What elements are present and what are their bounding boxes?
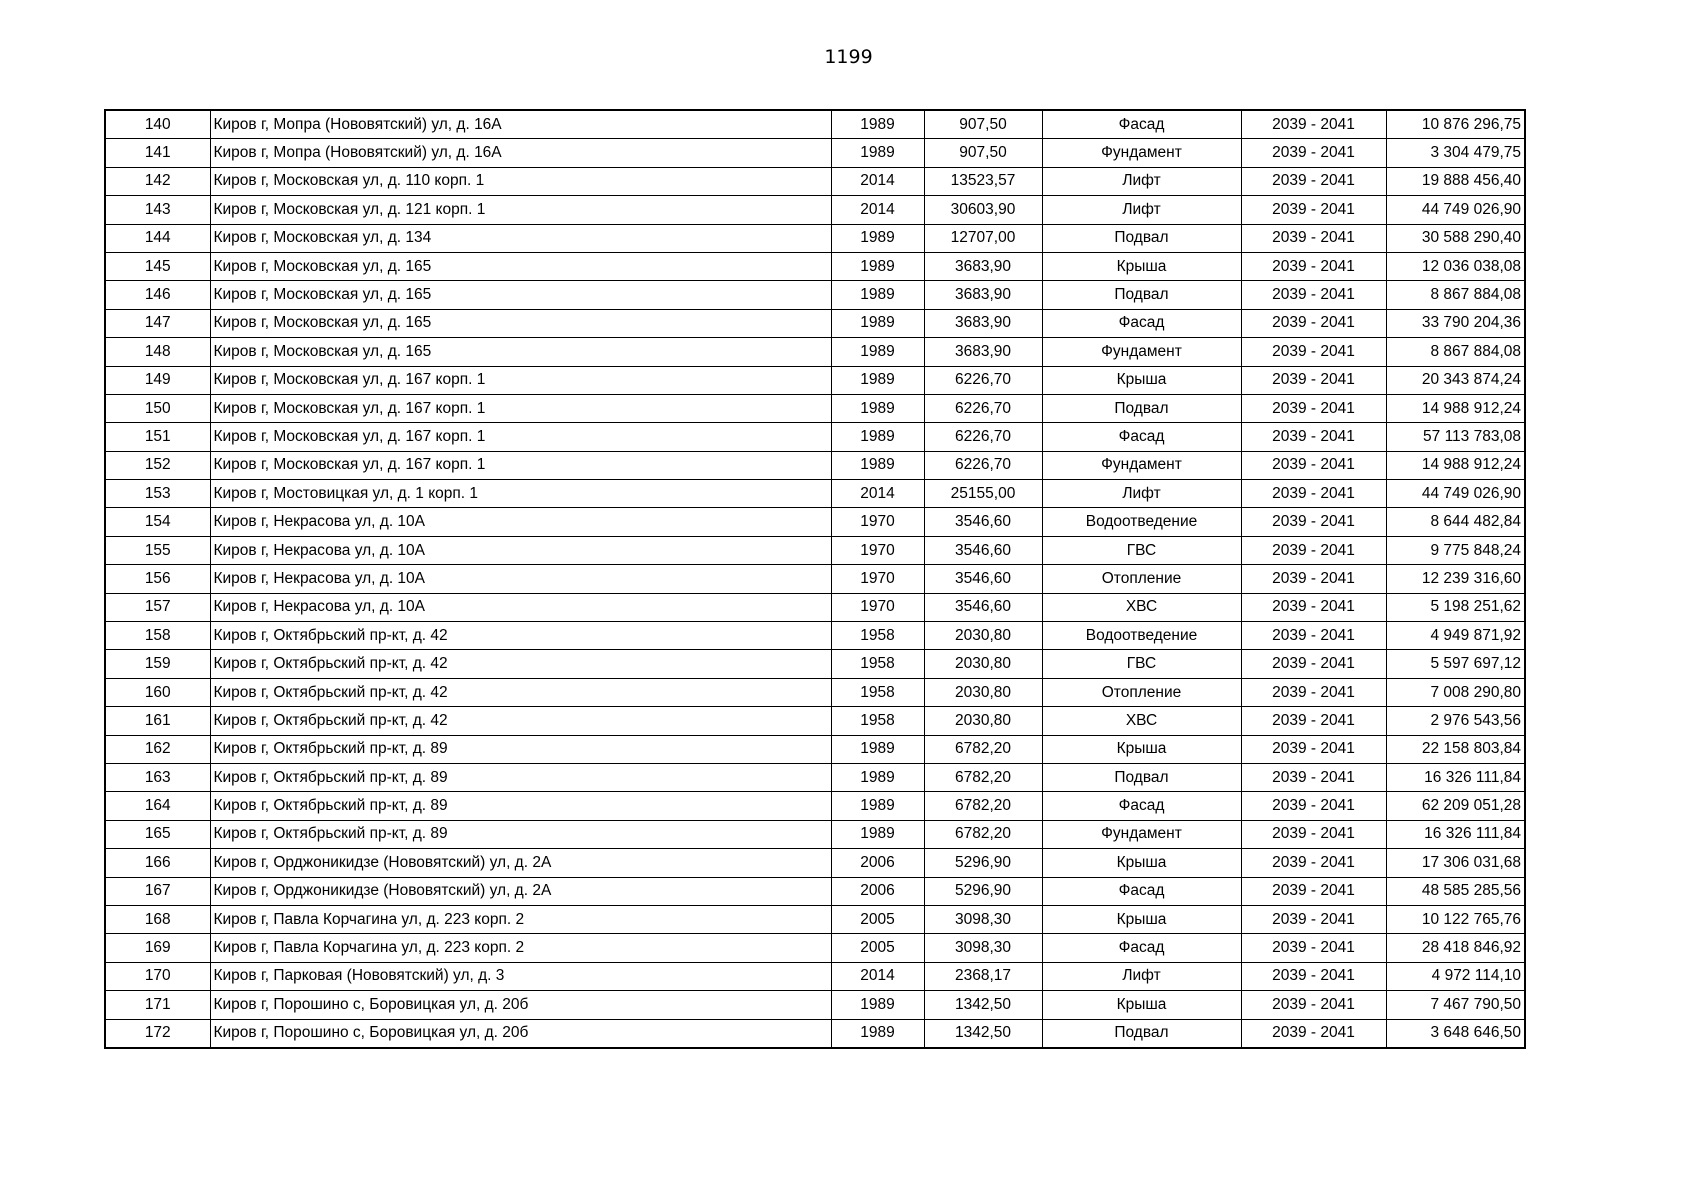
area-cell: 2030,80 xyxy=(924,678,1042,706)
period-cell: 2039 - 2041 xyxy=(1241,167,1386,195)
work-type-cell: Водоотведение xyxy=(1042,622,1241,650)
row-number-cell: 156 xyxy=(105,565,210,593)
address-cell: Киров г, Некрасова ул, д. 10А xyxy=(210,565,831,593)
table-row xyxy=(105,110,1525,139)
area-cell: 30603,90 xyxy=(924,196,1042,224)
area-cell: 3098,30 xyxy=(924,934,1042,962)
cost-cell: 44 749 026,90 xyxy=(1386,196,1525,224)
year-built-cell: 1989 xyxy=(831,792,924,820)
cost-cell: 14 988 912,24 xyxy=(1386,451,1525,479)
row-number-cell: 146 xyxy=(105,281,210,309)
table-row xyxy=(105,281,1525,309)
year-built-cell: 1989 xyxy=(831,224,924,252)
address-cell: Киров г, Октябрьский пр-кт, д. 42 xyxy=(210,678,831,706)
address-cell: Киров г, Октябрьский пр-кт, д. 89 xyxy=(210,735,831,763)
area-cell: 25155,00 xyxy=(924,480,1042,508)
year-built-cell: 1989 xyxy=(831,366,924,394)
row-number-cell: 169 xyxy=(105,934,210,962)
address-cell: Киров г, Московская ул, д. 167 корп. 1 xyxy=(210,366,831,394)
cost-cell: 7 008 290,80 xyxy=(1386,678,1525,706)
year-built-cell: 1958 xyxy=(831,622,924,650)
work-type-cell: Отопление xyxy=(1042,678,1241,706)
work-type-cell: Крыша xyxy=(1042,735,1241,763)
work-type-cell: Лифт xyxy=(1042,480,1241,508)
cost-cell: 14 988 912,24 xyxy=(1386,394,1525,422)
area-cell: 3098,30 xyxy=(924,905,1042,933)
row-number-cell: 172 xyxy=(105,1019,210,1048)
area-cell: 3546,60 xyxy=(924,565,1042,593)
year-built-cell: 1989 xyxy=(831,820,924,848)
area-cell: 907,50 xyxy=(924,110,1042,139)
area-cell: 5296,90 xyxy=(924,877,1042,905)
table-row xyxy=(105,536,1525,564)
year-built-cell: 1989 xyxy=(831,763,924,791)
row-number-cell: 163 xyxy=(105,763,210,791)
period-cell: 2039 - 2041 xyxy=(1241,451,1386,479)
area-cell: 2368,17 xyxy=(924,962,1042,990)
area-cell: 3683,90 xyxy=(924,309,1042,337)
year-built-cell: 1989 xyxy=(831,252,924,280)
period-cell: 2039 - 2041 xyxy=(1241,849,1386,877)
cost-cell: 3 648 646,50 xyxy=(1386,1019,1525,1048)
period-cell: 2039 - 2041 xyxy=(1241,1019,1386,1048)
work-type-cell: ГВС xyxy=(1042,650,1241,678)
table-row xyxy=(105,394,1525,422)
area-cell: 3683,90 xyxy=(924,252,1042,280)
cost-cell: 7 467 790,50 xyxy=(1386,991,1525,1019)
address-cell: Киров г, Мопра (Нововятский) ул, д. 16А xyxy=(210,110,831,139)
address-cell: Киров г, Павла Корчагина ул, д. 223 корп. 2 xyxy=(210,934,831,962)
work-type-cell: Отопление xyxy=(1042,565,1241,593)
row-number-cell: 161 xyxy=(105,707,210,735)
year-built-cell: 1970 xyxy=(831,565,924,593)
address-cell: Киров г, Московская ул, д. 134 xyxy=(210,224,831,252)
row-number-cell: 165 xyxy=(105,820,210,848)
cost-cell: 16 326 111,84 xyxy=(1386,820,1525,848)
work-type-cell: Фундамент xyxy=(1042,451,1241,479)
address-cell: Киров г, Октябрьский пр-кт, д. 89 xyxy=(210,792,831,820)
cost-cell: 30 588 290,40 xyxy=(1386,224,1525,252)
area-cell: 3546,60 xyxy=(924,593,1042,621)
period-cell: 2039 - 2041 xyxy=(1241,622,1386,650)
address-cell: Киров г, Некрасова ул, д. 10А xyxy=(210,536,831,564)
row-number-cell: 143 xyxy=(105,196,210,224)
period-cell: 2039 - 2041 xyxy=(1241,394,1386,422)
table-row xyxy=(105,366,1525,394)
area-cell: 6782,20 xyxy=(924,792,1042,820)
row-number-cell: 144 xyxy=(105,224,210,252)
row-number-cell: 150 xyxy=(105,394,210,422)
row-number-cell: 162 xyxy=(105,735,210,763)
cost-cell: 44 749 026,90 xyxy=(1386,480,1525,508)
year-built-cell: 1989 xyxy=(831,1019,924,1048)
page-number: 1199 xyxy=(824,46,873,68)
table-row xyxy=(105,678,1525,706)
work-type-cell: Фасад xyxy=(1042,934,1241,962)
work-type-cell: Фасад xyxy=(1042,309,1241,337)
work-type-cell: Крыша xyxy=(1042,366,1241,394)
row-number-cell: 160 xyxy=(105,678,210,706)
year-built-cell: 1989 xyxy=(831,338,924,366)
period-cell: 2039 - 2041 xyxy=(1241,252,1386,280)
row-number-cell: 142 xyxy=(105,167,210,195)
address-cell: Киров г, Порошино с, Боровицкая ул, д. 20б xyxy=(210,991,831,1019)
period-cell: 2039 - 2041 xyxy=(1241,962,1386,990)
work-type-cell: Крыша xyxy=(1042,849,1241,877)
table-row xyxy=(105,480,1525,508)
address-cell: Киров г, Московская ул, д. 167 корп. 1 xyxy=(210,451,831,479)
work-type-cell: Подвал xyxy=(1042,394,1241,422)
cost-cell: 22 158 803,84 xyxy=(1386,735,1525,763)
cost-cell: 10 122 765,76 xyxy=(1386,905,1525,933)
year-built-cell: 1989 xyxy=(831,281,924,309)
area-cell: 6226,70 xyxy=(924,451,1042,479)
table-row xyxy=(105,905,1525,933)
period-cell: 2039 - 2041 xyxy=(1241,536,1386,564)
year-built-cell: 1989 xyxy=(831,991,924,1019)
table-row xyxy=(105,252,1525,280)
table-row xyxy=(105,622,1525,650)
table-row xyxy=(105,877,1525,905)
period-cell: 2039 - 2041 xyxy=(1241,196,1386,224)
address-cell: Киров г, Некрасова ул, д. 10А xyxy=(210,593,831,621)
period-cell: 2039 - 2041 xyxy=(1241,991,1386,1019)
period-cell: 2039 - 2041 xyxy=(1241,309,1386,337)
address-cell: Киров г, Московская ул, д. 165 xyxy=(210,309,831,337)
year-built-cell: 2014 xyxy=(831,480,924,508)
address-cell: Киров г, Орджоникидзе (Нововятский) ул, д. 2А xyxy=(210,849,831,877)
address-cell: Киров г, Порошино с, Боровицкая ул, д. 20б xyxy=(210,1019,831,1048)
row-number-cell: 171 xyxy=(105,991,210,1019)
row-number-cell: 170 xyxy=(105,962,210,990)
work-type-cell: Фундамент xyxy=(1042,820,1241,848)
row-number-cell: 157 xyxy=(105,593,210,621)
cost-cell: 62 209 051,28 xyxy=(1386,792,1525,820)
cost-cell: 8 867 884,08 xyxy=(1386,281,1525,309)
row-number-cell: 166 xyxy=(105,849,210,877)
cost-cell: 57 113 783,08 xyxy=(1386,423,1525,451)
year-built-cell: 1970 xyxy=(831,508,924,536)
area-cell: 12707,00 xyxy=(924,224,1042,252)
address-cell: Киров г, Некрасова ул, д. 10А xyxy=(210,508,831,536)
cost-cell: 33 790 204,36 xyxy=(1386,309,1525,337)
year-built-cell: 1970 xyxy=(831,593,924,621)
year-built-cell: 1958 xyxy=(831,650,924,678)
address-cell: Киров г, Мостовицкая ул, д. 1 корп. 1 xyxy=(210,480,831,508)
period-cell: 2039 - 2041 xyxy=(1241,877,1386,905)
area-cell: 5296,90 xyxy=(924,849,1042,877)
area-cell: 6782,20 xyxy=(924,820,1042,848)
area-cell: 2030,80 xyxy=(924,650,1042,678)
year-built-cell: 2006 xyxy=(831,877,924,905)
cost-cell: 17 306 031,68 xyxy=(1386,849,1525,877)
area-cell: 3683,90 xyxy=(924,281,1042,309)
address-cell: Киров г, Мопра (Нововятский) ул, д. 16А xyxy=(210,139,831,167)
area-cell: 907,50 xyxy=(924,139,1042,167)
work-type-cell: Крыша xyxy=(1042,252,1241,280)
work-type-cell: ХВС xyxy=(1042,593,1241,621)
year-built-cell: 1989 xyxy=(831,735,924,763)
table-row xyxy=(105,991,1525,1019)
row-number-cell: 167 xyxy=(105,877,210,905)
period-cell: 2039 - 2041 xyxy=(1241,366,1386,394)
table-row xyxy=(105,735,1525,763)
row-number-cell: 158 xyxy=(105,622,210,650)
work-type-cell: Подвал xyxy=(1042,281,1241,309)
cost-cell: 8 867 884,08 xyxy=(1386,338,1525,366)
address-cell: Киров г, Орджоникидзе (Нововятский) ул, д. 2А xyxy=(210,877,831,905)
period-cell: 2039 - 2041 xyxy=(1241,423,1386,451)
work-type-cell: ХВС xyxy=(1042,707,1241,735)
year-built-cell: 2014 xyxy=(831,196,924,224)
row-number-cell: 140 xyxy=(105,110,210,139)
table-row xyxy=(105,565,1525,593)
cost-cell: 2 976 543,56 xyxy=(1386,707,1525,735)
table-row xyxy=(105,451,1525,479)
work-type-cell: Водоотведение xyxy=(1042,508,1241,536)
table-row xyxy=(105,934,1525,962)
work-type-cell: Фундамент xyxy=(1042,338,1241,366)
address-cell: Киров г, Октябрьский пр-кт, д. 42 xyxy=(210,622,831,650)
address-cell: Киров г, Московская ул, д. 121 корп. 1 xyxy=(210,196,831,224)
table-row xyxy=(105,338,1525,366)
table-row xyxy=(105,423,1525,451)
period-cell: 2039 - 2041 xyxy=(1241,508,1386,536)
table-row xyxy=(105,962,1525,990)
address-cell: Киров г, Московская ул, д. 110 корп. 1 xyxy=(210,167,831,195)
row-number-cell: 152 xyxy=(105,451,210,479)
cost-cell: 12 239 316,60 xyxy=(1386,565,1525,593)
cost-cell: 3 304 479,75 xyxy=(1386,139,1525,167)
area-cell: 3546,60 xyxy=(924,508,1042,536)
area-cell: 1342,50 xyxy=(924,1019,1042,1048)
work-type-cell: Фасад xyxy=(1042,792,1241,820)
table-row xyxy=(105,792,1525,820)
year-built-cell: 2014 xyxy=(831,167,924,195)
cost-cell: 10 876 296,75 xyxy=(1386,110,1525,139)
row-number-cell: 151 xyxy=(105,423,210,451)
year-built-cell: 1970 xyxy=(831,536,924,564)
work-type-cell: Лифт xyxy=(1042,962,1241,990)
period-cell: 2039 - 2041 xyxy=(1241,281,1386,309)
period-cell: 2039 - 2041 xyxy=(1241,905,1386,933)
year-built-cell: 1989 xyxy=(831,451,924,479)
table-row xyxy=(105,707,1525,735)
period-cell: 2039 - 2041 xyxy=(1241,565,1386,593)
period-cell: 2039 - 2041 xyxy=(1241,735,1386,763)
row-number-cell: 148 xyxy=(105,338,210,366)
period-cell: 2039 - 2041 xyxy=(1241,139,1386,167)
year-built-cell: 1989 xyxy=(831,309,924,337)
address-cell: Киров г, Московская ул, д. 167 корп. 1 xyxy=(210,423,831,451)
work-type-cell: Фасад xyxy=(1042,877,1241,905)
year-built-cell: 1958 xyxy=(831,678,924,706)
row-number-cell: 168 xyxy=(105,905,210,933)
work-type-cell: Фундамент xyxy=(1042,139,1241,167)
area-cell: 1342,50 xyxy=(924,991,1042,1019)
year-built-cell: 1989 xyxy=(831,394,924,422)
cost-cell: 8 644 482,84 xyxy=(1386,508,1525,536)
cost-cell: 12 036 038,08 xyxy=(1386,252,1525,280)
table-row xyxy=(105,224,1525,252)
table-row xyxy=(105,763,1525,791)
table-row xyxy=(105,849,1525,877)
area-cell: 6226,70 xyxy=(924,366,1042,394)
row-number-cell: 155 xyxy=(105,536,210,564)
row-number-cell: 145 xyxy=(105,252,210,280)
table-row xyxy=(105,650,1525,678)
work-type-cell: Крыша xyxy=(1042,991,1241,1019)
period-cell: 2039 - 2041 xyxy=(1241,934,1386,962)
address-cell: Киров г, Московская ул, д. 165 xyxy=(210,252,831,280)
table-row xyxy=(105,167,1525,195)
table-row xyxy=(105,139,1525,167)
work-type-cell: Фасад xyxy=(1042,423,1241,451)
period-cell: 2039 - 2041 xyxy=(1241,792,1386,820)
address-cell: Киров г, Павла Корчагина ул, д. 223 корп. 2 xyxy=(210,905,831,933)
area-cell: 13523,57 xyxy=(924,167,1042,195)
year-built-cell: 1958 xyxy=(831,707,924,735)
cost-cell: 5 198 251,62 xyxy=(1386,593,1525,621)
area-cell: 6782,20 xyxy=(924,735,1042,763)
table-row xyxy=(105,593,1525,621)
address-cell: Киров г, Московская ул, д. 165 xyxy=(210,338,831,366)
year-built-cell: 2006 xyxy=(831,849,924,877)
work-type-cell: Лифт xyxy=(1042,167,1241,195)
row-number-cell: 141 xyxy=(105,139,210,167)
cost-cell: 20 343 874,24 xyxy=(1386,366,1525,394)
area-cell: 6226,70 xyxy=(924,394,1042,422)
address-cell: Киров г, Московская ул, д. 167 корп. 1 xyxy=(210,394,831,422)
work-type-cell: ГВС xyxy=(1042,536,1241,564)
period-cell: 2039 - 2041 xyxy=(1241,224,1386,252)
period-cell: 2039 - 2041 xyxy=(1241,338,1386,366)
address-cell: Киров г, Октябрьский пр-кт, д. 89 xyxy=(210,820,831,848)
year-built-cell: 1989 xyxy=(831,110,924,139)
period-cell: 2039 - 2041 xyxy=(1241,480,1386,508)
row-number-cell: 153 xyxy=(105,480,210,508)
area-cell: 6782,20 xyxy=(924,763,1042,791)
cost-cell: 4 972 114,10 xyxy=(1386,962,1525,990)
work-type-cell: Лифт xyxy=(1042,196,1241,224)
address-cell: Киров г, Октябрьский пр-кт, д. 42 xyxy=(210,707,831,735)
cost-cell: 5 597 697,12 xyxy=(1386,650,1525,678)
address-cell: Киров г, Парковая (Нововятский) ул, д. 3 xyxy=(210,962,831,990)
work-type-cell: Подвал xyxy=(1042,1019,1241,1048)
year-built-cell: 2014 xyxy=(831,962,924,990)
table-row xyxy=(105,820,1525,848)
cost-cell: 28 418 846,92 xyxy=(1386,934,1525,962)
address-cell: Киров г, Московская ул, д. 165 xyxy=(210,281,831,309)
cost-cell: 19 888 456,40 xyxy=(1386,167,1525,195)
row-number-cell: 159 xyxy=(105,650,210,678)
row-number-cell: 154 xyxy=(105,508,210,536)
area-cell: 3546,60 xyxy=(924,536,1042,564)
table-row xyxy=(105,1019,1525,1048)
period-cell: 2039 - 2041 xyxy=(1241,763,1386,791)
cost-cell: 4 949 871,92 xyxy=(1386,622,1525,650)
area-cell: 3683,90 xyxy=(924,338,1042,366)
repair-schedule-table xyxy=(104,109,1526,1049)
year-built-cell: 1989 xyxy=(831,423,924,451)
period-cell: 2039 - 2041 xyxy=(1241,707,1386,735)
work-type-cell: Крыша xyxy=(1042,905,1241,933)
table-row xyxy=(105,309,1525,337)
table-row xyxy=(105,508,1525,536)
work-type-cell: Фасад xyxy=(1042,110,1241,139)
row-number-cell: 164 xyxy=(105,792,210,820)
year-built-cell: 2005 xyxy=(831,934,924,962)
cost-cell: 9 775 848,24 xyxy=(1386,536,1525,564)
area-cell: 2030,80 xyxy=(924,622,1042,650)
table-row xyxy=(105,196,1525,224)
cost-cell: 48 585 285,56 xyxy=(1386,877,1525,905)
area-cell: 6226,70 xyxy=(924,423,1042,451)
area-cell: 2030,80 xyxy=(924,707,1042,735)
period-cell: 2039 - 2041 xyxy=(1241,820,1386,848)
work-type-cell: Подвал xyxy=(1042,224,1241,252)
work-type-cell: Подвал xyxy=(1042,763,1241,791)
cost-cell: 16 326 111,84 xyxy=(1386,763,1525,791)
year-built-cell: 2005 xyxy=(831,905,924,933)
row-number-cell: 147 xyxy=(105,309,210,337)
row-number-cell: 149 xyxy=(105,366,210,394)
year-built-cell: 1989 xyxy=(831,139,924,167)
table-body xyxy=(105,110,1525,1048)
period-cell: 2039 - 2041 xyxy=(1241,650,1386,678)
address-cell: Киров г, Октябрьский пр-кт, д. 89 xyxy=(210,763,831,791)
period-cell: 2039 - 2041 xyxy=(1241,678,1386,706)
period-cell: 2039 - 2041 xyxy=(1241,110,1386,139)
period-cell: 2039 - 2041 xyxy=(1241,593,1386,621)
address-cell: Киров г, Октябрьский пр-кт, д. 42 xyxy=(210,650,831,678)
